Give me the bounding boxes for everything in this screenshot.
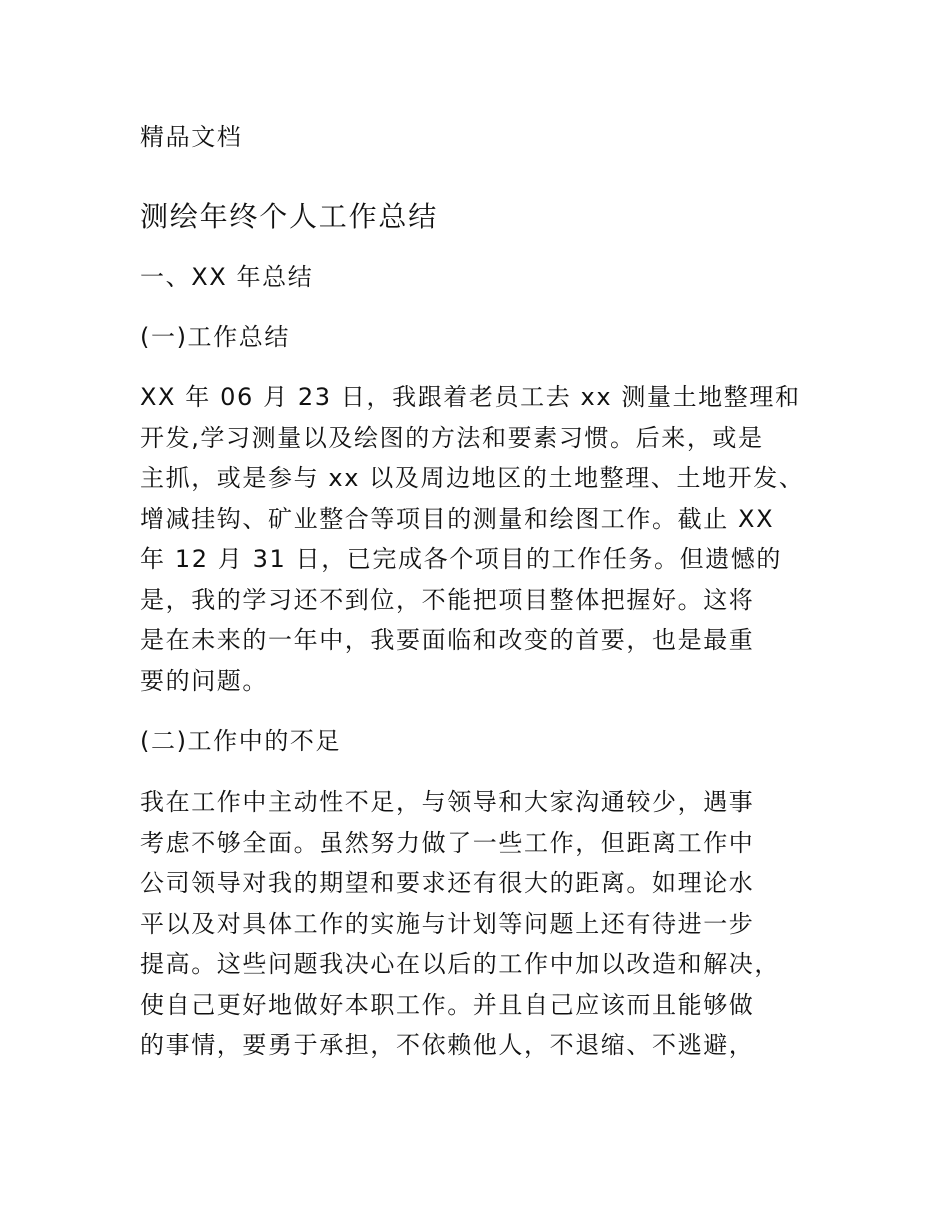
paragraph-line: 是，我的学习还不到位，不能把项目整体把握好。这将 — [140, 585, 755, 614]
paragraph-line: 增减挂钩、矿业整合等项目的测量和绘图工作。截止 XX — [140, 504, 775, 533]
section-heading-1: 一、XX 年总结 — [140, 263, 314, 291]
paragraph-line: 我在工作中主动性不足，与领导和大家沟通较少，遇事 — [140, 788, 755, 816]
paragraph-line: 提高。这些问题我决心在以后的工作中加以改造和解决， — [140, 950, 780, 978]
paragraph-shortcomings — [140, 782, 830, 1066]
paragraph-line: 是在未来的一年中，我要面临和改变的首要，也是最重 — [140, 626, 755, 654]
paragraph-line: 使自己更好地做好本职工作。并且自己应该而且能够做 — [140, 990, 755, 1019]
header-label: 精品文档 — [140, 123, 243, 151]
paragraph-line: 主抓，或是参与 xx 以及周边地区的土地整理、土地开发、 — [140, 464, 805, 492]
paragraph-line: 平以及对具体工作的实施与计划等问题上还有待进一步 — [140, 909, 755, 938]
document-title: 测绘年终个人工作总结 — [140, 200, 439, 233]
paragraph-line: XX 年 06 月 23 日，我跟着老员工去 xx 测量土地整理和 — [140, 383, 801, 411]
paragraph-work-summary — [140, 377, 830, 701]
paragraph-line: 开发,学习测量以及绘图的方法和要素习惯。后来，或是 — [140, 423, 764, 452]
paragraph-line: 年 12 月 31 日，已完成各个项目的工作任务。但遗憾的 — [140, 545, 782, 573]
subsection-heading-shortcomings: (二)工作中的不足 — [140, 727, 342, 755]
paragraph-line: 公司领导对我的期望和要求还有很大的距离。如理论水 — [140, 869, 755, 897]
paragraph-line: 考虑不够全面。虽然努力做了一些工作，但距离工作中 — [140, 828, 755, 857]
paragraph-line: 的事情，要勇于承担，不依赖他人，不退缩、不逃避， — [140, 1031, 755, 1059]
subsection-heading-work-summary: (一)工作总结 — [140, 323, 290, 351]
paragraph-line: 要的问题。 — [140, 666, 268, 695]
